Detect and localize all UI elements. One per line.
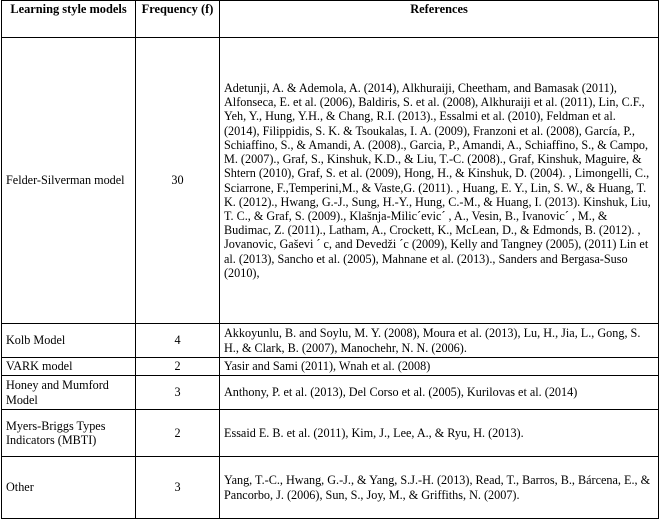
model-cell: VARK model	[2, 358, 136, 376]
table-row	[2, 457, 659, 519]
references-cell: Yasir and Sami (2011), Wnah et al. (2008)	[220, 358, 659, 376]
table-row	[2, 324, 659, 358]
table-row	[2, 38, 659, 324]
references-cell: Akkoyunlu, B. and Soylu, M. Y. (2008), Moura et al. (2013), Lu, H., Jia, L., Gong, S. H., & Clark, B. (2007), Manochehr, N. N. (2006).	[220, 324, 659, 358]
references-cell: Essaid E. B. et al. (2011), Kim, J., Lee, A., & Ryu, H. (2013).	[220, 410, 659, 457]
references-cell: Anthony, P. et al. (2013), Del Corso et al. (2005), Kurilovas et al. (2014)	[220, 376, 659, 410]
model-cell: Myers-Briggs Types Indicators (MBTI)	[2, 410, 136, 457]
model-cell: Other	[2, 457, 136, 519]
frequency-cell: 30	[136, 38, 220, 324]
frequency-cell: 3	[136, 457, 220, 519]
header-references: References	[220, 1, 659, 38]
header-frequency: Frequency (f)	[136, 1, 220, 38]
references-cell: Yang, T.-C., Hwang, G.-J., & Yang, S.J.-H. (2013), Read, T., Barros, B., Bárcena, E., & Pancorbo, J. (2006), Sun, S., Joy, M., & Griffiths, N. (2007).	[220, 457, 659, 519]
references-cell: Adetunji, A. & Ademola, A. (2014), Alkhuraiji, Cheetham, and Bamasak (2011), Alfonseca, E. et al. (2006), Baldiris, S. et al. (2008), Alkhuraiji et al. (2011), Lin, C.F., Yeh, Y., Hung, Y.H., & Chang, R.I. (2013)., Essalmi et al. (2010), Feldman et al. (2014), Filippidis, S. K. & Tsoukalas, I. A. (2009), Franzoni et al. (2008), García, P., Schiaffino, S., & Amandi, A. (2008)., Garcia, P., Amandi, A., Schiaffino, S., & Campo, M. (2007)., Graf, S., Kinshuk, K.D., & Liu, T.-C. (2008)., Graf, Kinshuk, Maguire, & Shtern (2010), Graf, S. et al. (2009), Hong, H., & Kinshuk, D. (2004). , Limongelli, C., Sciarrone, F.,Temperini,M., & Vaste,G. (2011). , Huang, E. Y., Lin, S. W., & Huang, T. K. (2012)., Hwang, G.-J., Sung, H.-Y., Hung, C.-M., & Huang, I. (2013). Kinshuk, Liu, T. C., & Graf, S. (2009)., Klašnja-Milic´evic´ , A., Vesin, B., Ivanovic´ , M., & Budimac, Z. (2011)., Latham, A., Crockett, K., McLean, D., & Edmonds, B. (2012). , Jovanovic, Gaševi ´ c, and Devedži ´c (2009), Kelly and Tangney (2005), (2011) Lin et al. (2013), Sancho et al. (2005), Mahnane et al. (2013)., Sanders and Bergasa-Suso (2010),	[220, 38, 659, 324]
model-cell: Felder-Silverman model	[2, 38, 136, 324]
frequency-cell: 2	[136, 358, 220, 376]
frequency-cell: 4	[136, 324, 220, 358]
table-row	[2, 410, 659, 457]
learning-styles-table	[1, 0, 659, 519]
model-cell: Honey and Mumford Model	[2, 376, 136, 410]
frequency-cell: 3	[136, 376, 220, 410]
header-learning-style-models: Learning style models	[2, 1, 136, 38]
model-cell: Kolb Model	[2, 324, 136, 358]
table-header-row	[2, 1, 659, 38]
frequency-cell: 2	[136, 410, 220, 457]
table-row	[2, 376, 659, 410]
table-row	[2, 358, 659, 376]
